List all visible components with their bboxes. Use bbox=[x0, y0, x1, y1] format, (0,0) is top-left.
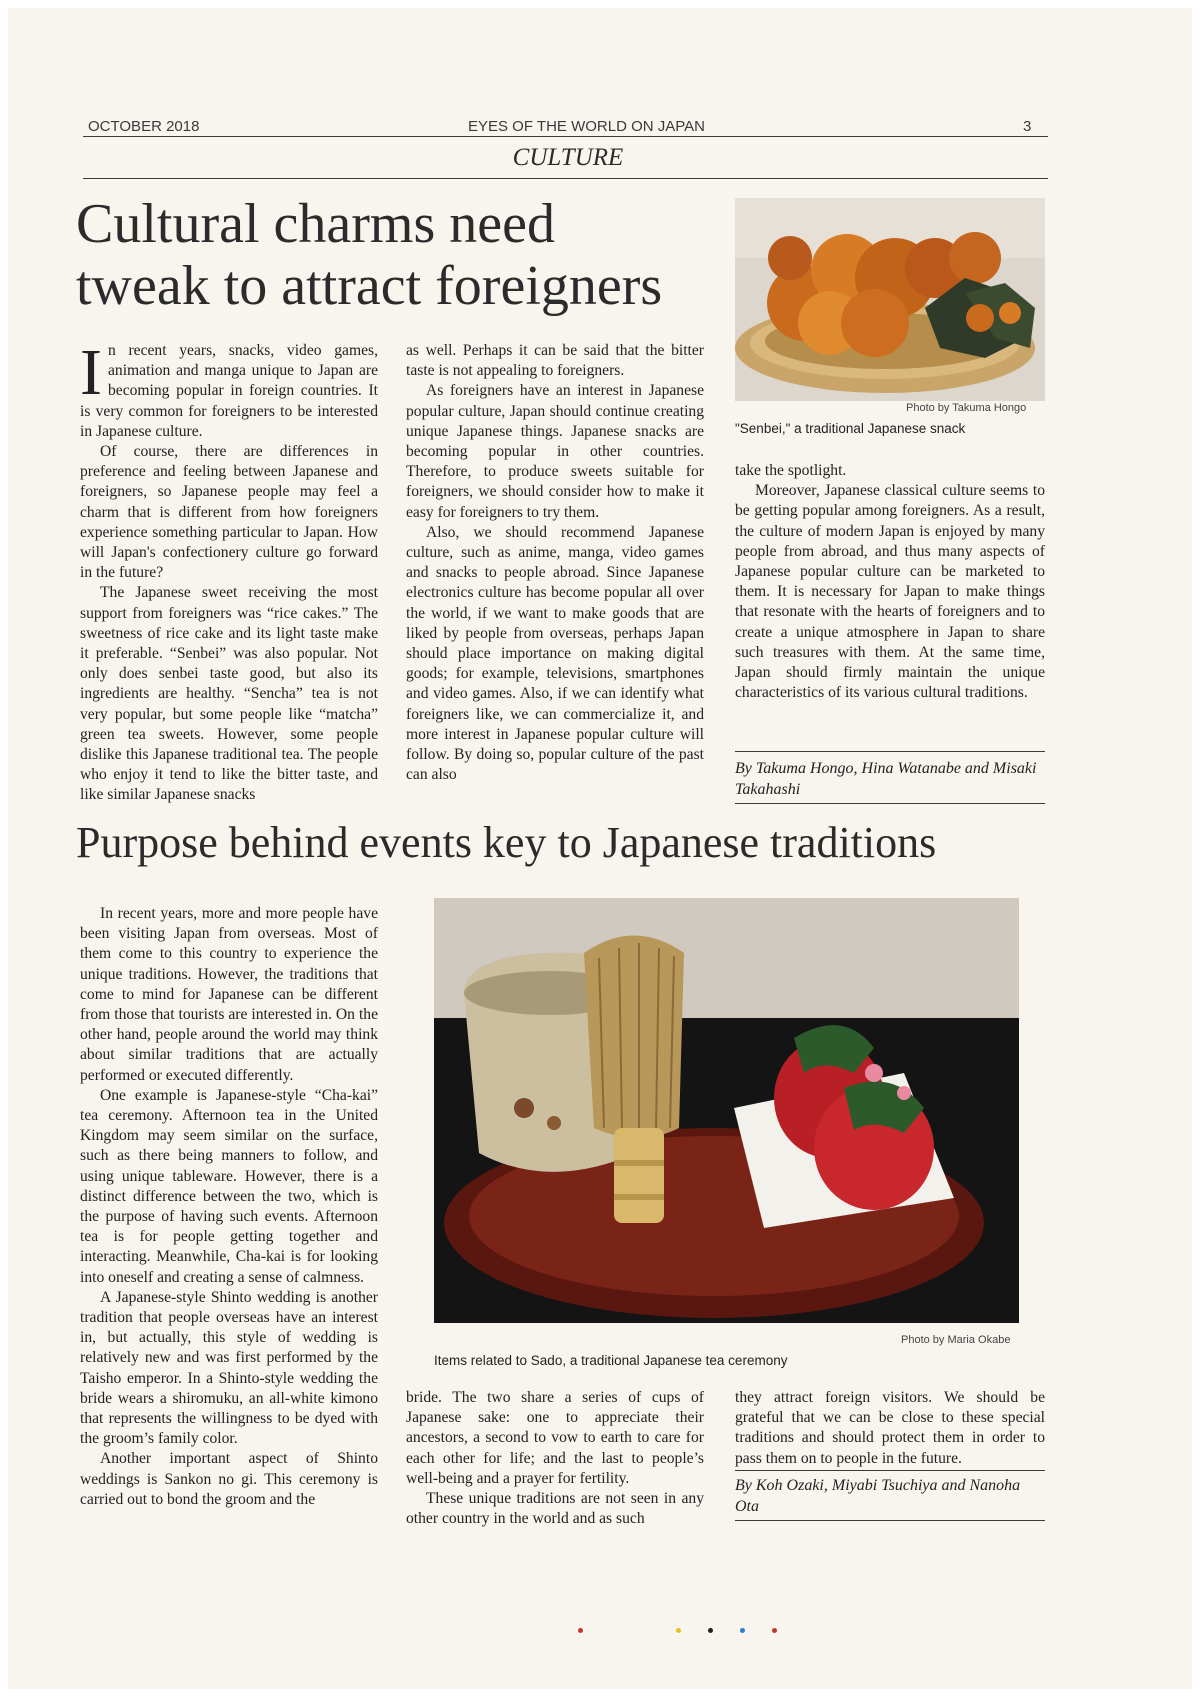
article2-byline-rule-bottom bbox=[735, 1520, 1045, 1521]
registration-dot-magenta bbox=[772, 1628, 777, 1633]
senbei-photo-credit: Photo by Takuma Hongo bbox=[906, 402, 1027, 414]
section-rule bbox=[83, 178, 1048, 179]
article1-headline-line1: Cultural charms need bbox=[76, 193, 555, 255]
article1-col3-p2: Moreover, Japanese classical culture seems to be getting popular among foreigners. As a result, the culture of modern Japan is enjoyed by many people from abroad, and thus many aspects of Japanese popular culture can be marketed to them. It is necessary for Japan to make things that resonate with the hearts of foreigners and to create a unique atmosphere in Japan to share such treasures with them. At the same time, Japan should firmly maintain the unique characteristics of its various cultural traditions. bbox=[735, 482, 1045, 702]
tea-photo-caption: Items related to Sado, a traditional Japanese tea ceremony bbox=[434, 1353, 788, 1368]
article2-byline: By Koh Ozaki, Miyabi Tsuchiya and Nanoha Ota bbox=[735, 1477, 1021, 1515]
tea-ceremony-photo bbox=[434, 898, 1019, 1323]
senbei-illustration bbox=[735, 198, 1045, 401]
newspaper-page bbox=[8, 8, 1192, 1689]
article1-byline: By Takuma Hongo, Hina Watanabe and Misaki Takahashi bbox=[735, 760, 1037, 798]
article2-byline-rule-top bbox=[735, 1470, 1045, 1471]
publication-name: EYES OF THE WORLD ON JAPAN bbox=[468, 118, 705, 135]
article1-dropcap: I bbox=[80, 336, 102, 409]
article1-col2-p2: As foreigners have an interest in Japanese popular culture, Japan should continue creating unique Japanese things. Japanese snacks are becoming popular in other countries. Therefore, to produce sweets suitable for foreigners, we should consider how to make it easy for foreigners to try them. bbox=[406, 382, 704, 521]
registration-dot-blue bbox=[740, 1628, 745, 1633]
senbei-photo-caption: "Senbei," a traditional Japanese snack bbox=[735, 421, 966, 436]
registration-dot-yellow bbox=[676, 1628, 681, 1633]
article1-byline-rule-top bbox=[735, 751, 1045, 752]
article1-col1-p2: Of course, there are differences in preference and feeling between Japanese and foreigners, so Japanese people may feel a charm that is different from how foreigners experience something particular to Japan. How will Japan's confectionery culture go forward in the future? bbox=[80, 443, 378, 582]
article2-headline: Purpose behind events key to Japanese traditions bbox=[76, 818, 937, 867]
article1-col2-p1: as well. Perhaps it can be said that the bitter taste is not appealing to foreigners. bbox=[406, 342, 704, 380]
registration-dot-red bbox=[578, 1628, 583, 1633]
article1-col1-p1: n recent years, snacks, video games, animation and manga unique to Japan are becoming popular in foreign countries. It is very common for foreigners to be interested in Japanese culture. bbox=[80, 342, 378, 440]
senbei-photo bbox=[735, 198, 1045, 401]
article2-col3-p1: they attract foreign visitors. We should be grateful that we can be close to these special traditions and should protect them in order to pass them on to people in the future. bbox=[735, 1389, 1045, 1467]
article2-col2-p1: bride. The two share a series of cups of Japanese sake: one to appreciate their ancestors, a second to vow to earth to care for each other for life; and the last to people’s well-being and a prayer for fertility. bbox=[406, 1389, 704, 1487]
article2-col1-p3: A Japanese-style Shinto wedding is another tradition that people overseas have an interest in, but actually, this style of wedding is relatively new and was first performed by the Taisho emperor. In a Shinto-style wedding the bride wears a shiromuku, an all-white kimono that represents the willingness to be dyed with the groom’s family color. bbox=[80, 1288, 378, 1448]
issue-date: OCTOBER 2018 bbox=[88, 118, 200, 135]
article1-headline bbox=[76, 193, 662, 317]
article2-col1-p1: In recent years, more and more people have been visiting Japan from overseas. Most of them come to this country to experience the unique traditions. However, the traditions that come to mind for Japanese can be different from those that tourists are interested in. On the other hand, people around the world may think about similar traditions that are actually performed or executed differently. bbox=[80, 905, 378, 1084]
tea-ceremony-illustration bbox=[434, 898, 1019, 1323]
article1-headline-line2: tweak to attract foreigners bbox=[76, 255, 663, 317]
article2-column1 bbox=[80, 904, 378, 1510]
article1-column2 bbox=[406, 341, 704, 785]
section-title: CULTURE bbox=[512, 144, 624, 171]
article1-byline-rule-bottom bbox=[735, 803, 1045, 804]
registration-dot-black bbox=[708, 1628, 713, 1633]
tea-photo-credit: Photo by Maria Okabe bbox=[901, 1334, 1011, 1346]
article2-column3 bbox=[735, 1388, 1045, 1469]
article2-col2-p2: These unique traditions are not seen in any other country in the world and as such bbox=[406, 1490, 704, 1528]
article1-column3 bbox=[735, 461, 1045, 703]
header-rule bbox=[83, 136, 1048, 137]
article2-col1-p4: Another important aspect of Shinto weddings is Sankon no gi. This ceremony is carried out to bond the groom and the bbox=[80, 1450, 378, 1508]
article1-col1-p3: The Japanese sweet receiving the most support from foreigners was “rice cakes.” The sweetness of rice cake and its light taste make it preferable. “Senbei” was also popular. Not only does senbei taste good, but also its ingredients are healthy. “Sencha” tea is not very popular, but some people like “matcha” green tea sweets. However, some people dislike this Japanese traditional tea. The people who enjoy it tend to like the bitter taste, and like similar Japanese snacks bbox=[80, 584, 378, 804]
article2-column2 bbox=[406, 1388, 704, 1529]
article1-col2-p3: Also, we should recommend Japanese culture, such as anime, manga, video games and snacks to people abroad. Since Japanese electronics culture has become popular all over the world, if we want to make goods that are liked by people from overseas, perhaps Japan should place importance on making digital goods; for example, televisions, smartphones and video games. Also, if we can identify what foreigners like, we can commercialize it, and more interest in Japanese popular culture will follow. By doing so, popular culture of the past can also bbox=[406, 523, 704, 784]
article1-column1 bbox=[80, 336, 378, 806]
article1-col3-p1: take the spotlight. bbox=[735, 462, 847, 479]
page-number: 3 bbox=[1023, 118, 1032, 135]
article2-col1-p2: One example is Japanese-style “Cha-kai” tea ceremony. Afternoon tea in the United Kingdom may seem similar on the surface, such as there being manners to follow, and using unique tableware. However, there is a distinct difference between the two, which is the purpose of having such events. Afternoon tea is for people getting together and interacting. Meanwhile, Cha-kai is for looking into oneself and creating a sense of calmness. bbox=[80, 1086, 378, 1286]
